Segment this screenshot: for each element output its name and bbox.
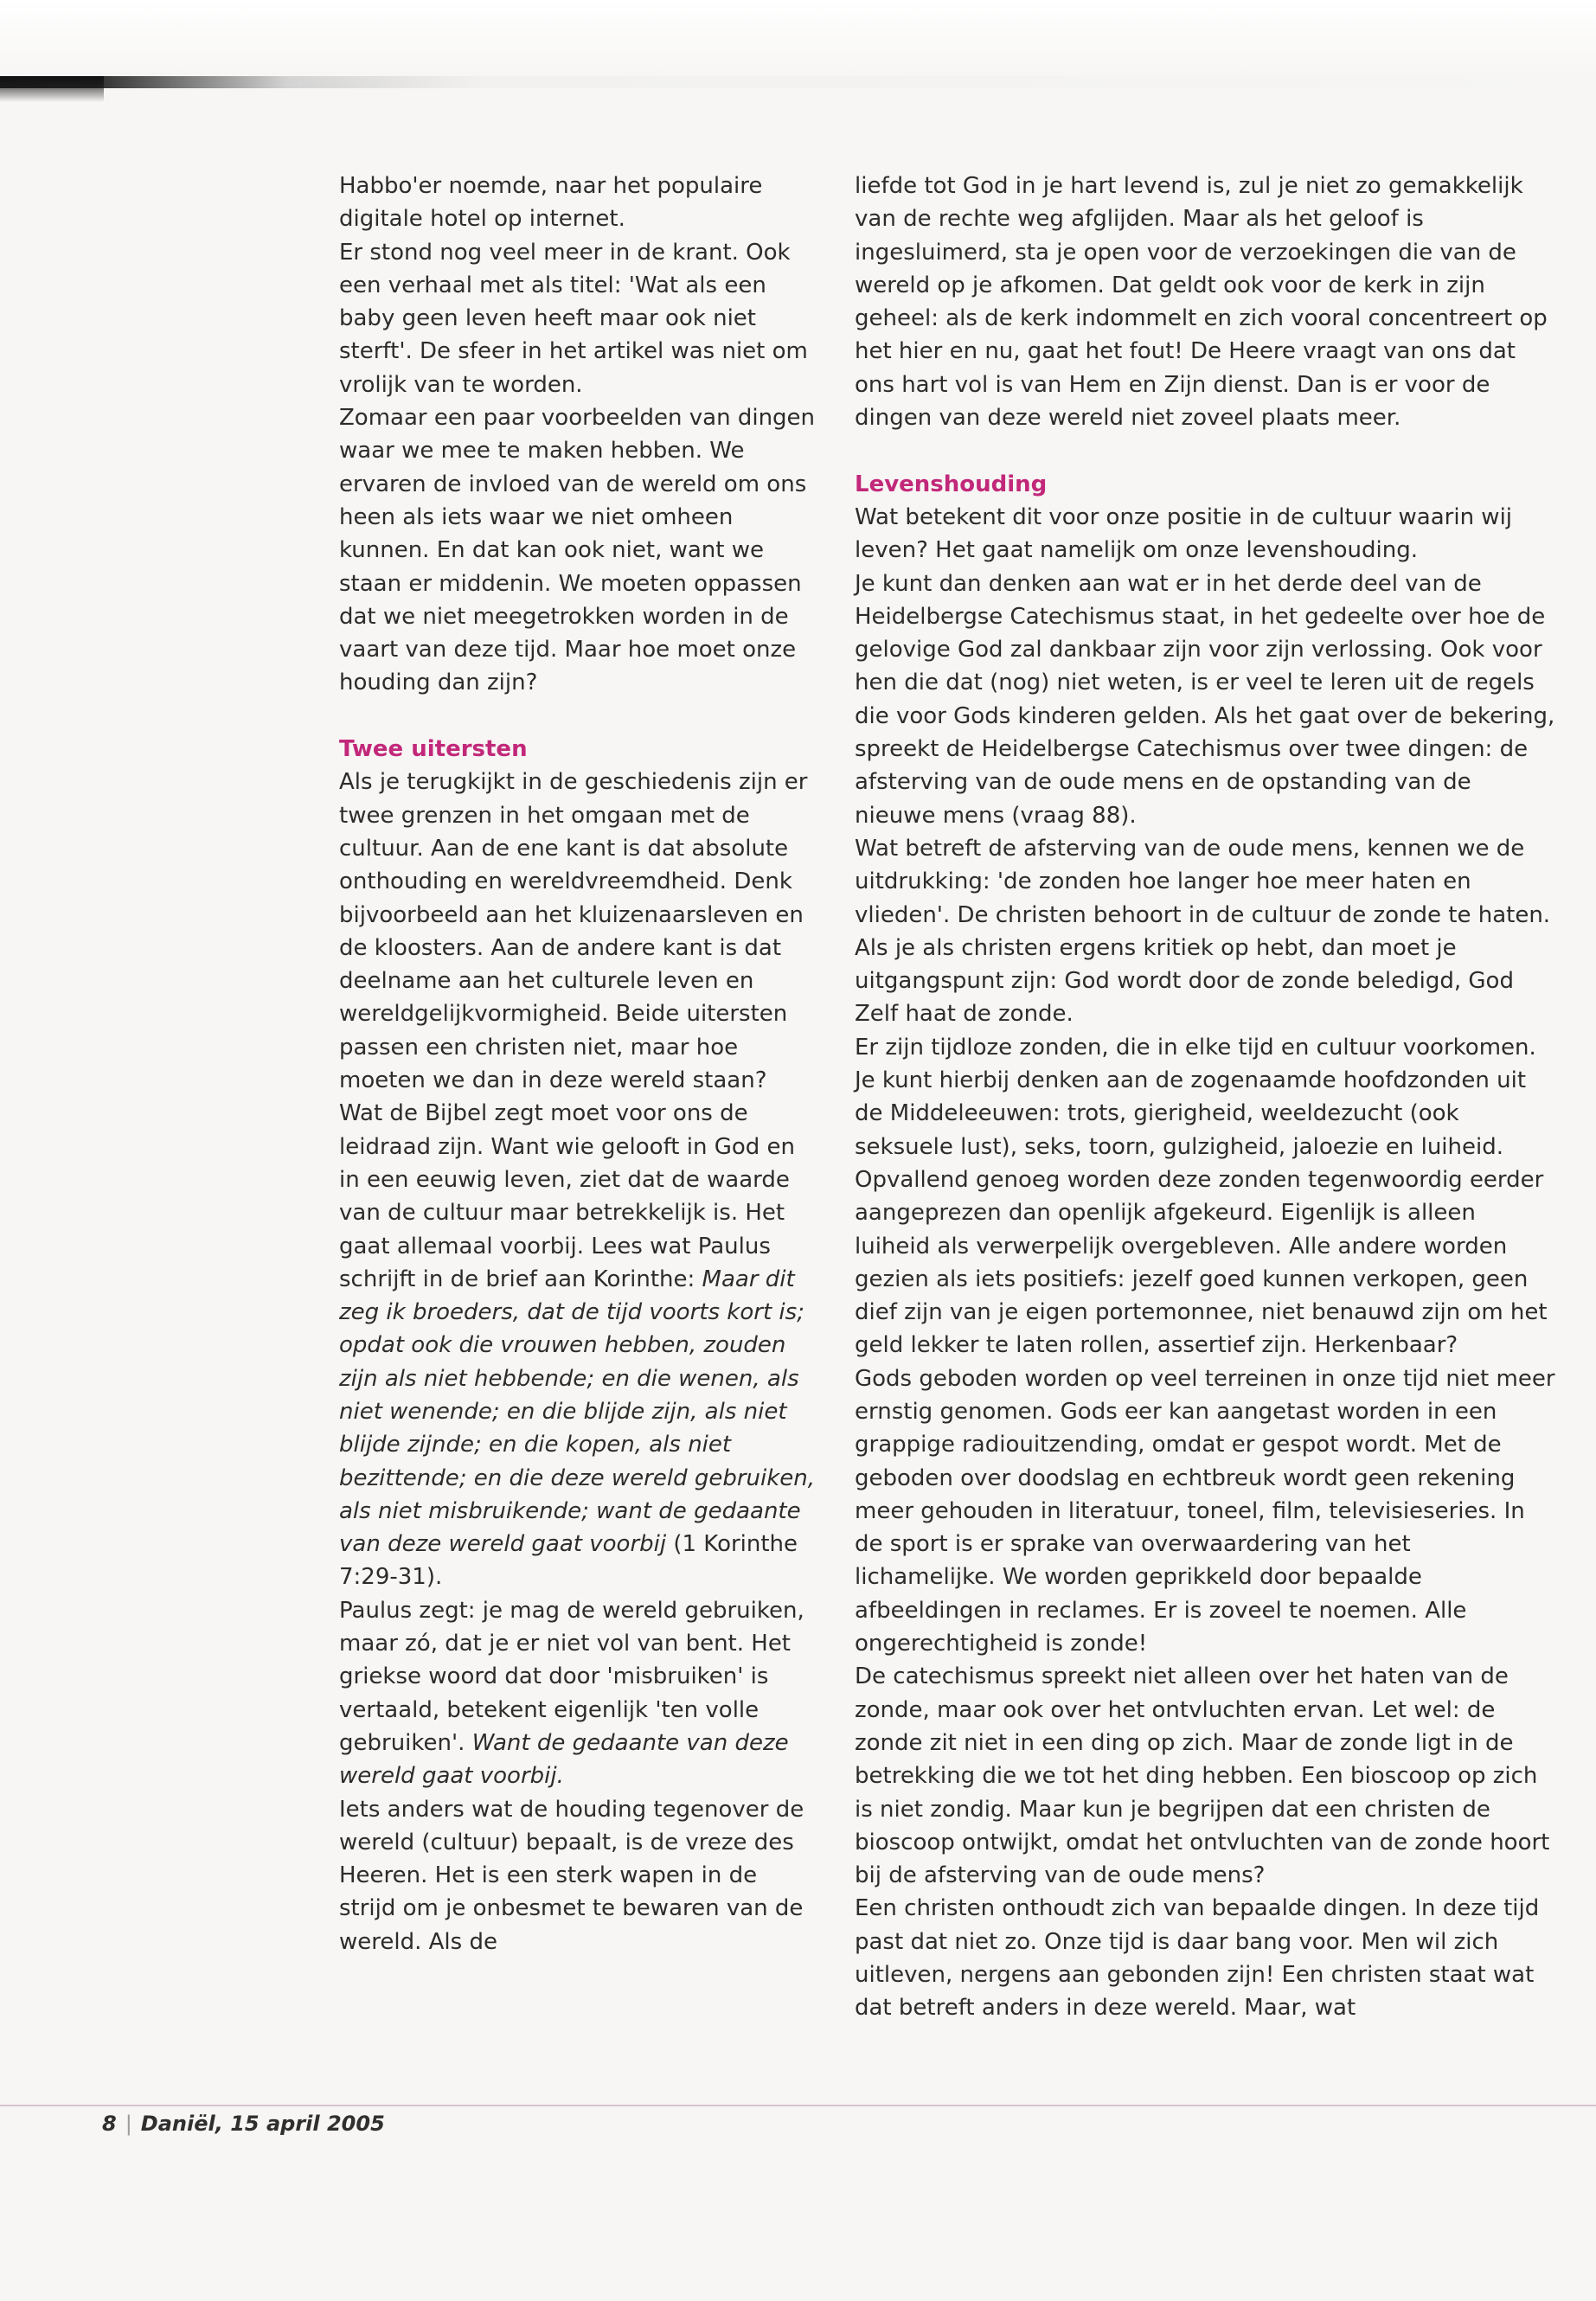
article-column-right — [855, 170, 1555, 2025]
paragraph: Wat betreft de afsterving van de oude mens, kennen we de uitdrukking: 'de zonden hoe langer hoe meer haten en vlieden'. De christen behoort in de cultuur de zonde te haten. Als je als christen ergens kritiek op hebt, dan moet je uitgangspunt zijn: God wordt door de zonde beledigd, God Zelf haat de zonde. — [855, 835, 1551, 1028]
page-number: 8 — [102, 2112, 117, 2136]
paragraph: Als je terugkijkt in de geschiedenis zijn er twee grenzen in het omgaan met de cultuur. Aan de ene kant is dat absolute onthouding en wereldvreemdheid. Denk bijvoorbeeld aan het kluizenaarsleven en de kloosters. Aan de andere kant is dat deelname aan het culturele leven en wereldgelijkvormigheid. Beide uitersten passen een christen niet, maar hoe moeten we dan in deze wereld staan? — [339, 769, 808, 1094]
footer-divider — [0, 2105, 1596, 2106]
paragraph: Je kunt dan denken aan wat er in het derde deel van de Heidelbergse Catechismus staat, in het gedeelte over hoe de gelovige God zal dankbaar zijn voor zijn verlossing. Ook voor hen die dat (nog) niet weten, is er veel te leren uit de regels die voor Gods kinderen gelden. Als het gaat over de bekering, spreekt de Heidelbergse Catechismus over twee dingen: de afsterving van de oude mens en de opstanding van de nieuwe mens (vraag 88). — [855, 570, 1555, 829]
paragraph: Gods geboden worden op veel terreinen in onze tijd niet meer ernstig genomen. Gods eer kan aangetast worden in een grappige radiouitzending, omdat er gespot wordt. Met de geboden over doodslag en echtbreuk wordt geen rekening meer gehouden in literatuur, toneel, film, televisieseries. In de sport is er sprake van overwaardering van het lichamelijke. We worden geprikkeld door bepaalde afbeeldingen in reclames. Er is zoveel te noemen. Alle ongerechtigheid is zonde! — [855, 1365, 1555, 1657]
page-footer — [102, 2112, 385, 2136]
section-heading-twee-uitersten: Twee uitersten — [339, 736, 528, 763]
paragraph: Er stond nog veel meer in de krant. Ook een verhaal met als titel: 'Wat als een baby geen leven heeft maar ook niet sterft'. De sfeer in het artikel was niet om vrolijk van te worden. — [339, 239, 808, 398]
paragraph-bible-quote — [339, 1097, 820, 1593]
bible-quote: Maar dit zeg ik broeders, dat de tijd voorts kort is; opdat ook die vrouwen hebben, zouden zijn als niet hebbende; en die wenen, als niet wenende; en die blijde zijn, als niet blijde zijnde; en die kopen, als niet bezittende; en die deze wereld gebruiken, als niet misbruikende; want de gedaante van deze wereld gaat voorbij — [339, 1266, 816, 1558]
paragraph: Habbo'er noemde, naar het populaire digitale hotel op internet. — [339, 173, 763, 233]
publication-info: Daniël, 15 april 2005 — [140, 2112, 385, 2136]
paragraph: Zomaar een paar voorbeelden van dingen waar we mee te maken hebben. We ervaren de invloed van de wereld om ons heen als iets waar we niet omheen kunnen. En dat kan ook niet, want we staan er middenin. We moeten oppassen dat we niet meegetrokken worden in de vaart van deze tijd. Maar hoe moet onze houding dan zijn? — [339, 405, 816, 696]
spacer — [339, 700, 820, 733]
bible-quote: Want de gedaante van deze wereld gaat voorbij. — [339, 1729, 789, 1790]
article-column-left — [339, 170, 820, 1958]
scan-corner-shadow — [0, 76, 104, 102]
scan-edge-shadow — [0, 76, 1596, 88]
spacer — [855, 434, 1555, 467]
section-heading-levenshouding: Levenshouding — [855, 471, 1048, 497]
paragraph: liefde tot God in je hart levend is, zul je niet zo gemakkelijk van de rechte weg afglijden. Maar als het geloof is ingesluimerd, sta je open voor de verzoekingen die van de wereld op je afkomen. Dat geldt ook voor de kerk in zijn geheel: als de kerk indommelt en zich vooral concentreert op het hier en nu, gaat het fout! De Heere vraagt van ons dat ons hart vol is van Hem en Zijn dienst. Dan is er voor de dingen van deze wereld niet zoveel plaats meer. — [855, 173, 1548, 432]
paragraph-text: Paulus zegt: je mag de wereld gebruiken, maar zó, dat je er niet vol van bent. Het griekse woord dat door 'misbruiken' is vertaald, betekent eigenlijk 'ten volle gebruiken'. — [339, 1597, 804, 1756]
paragraph: Wat betekent dit voor onze positie in de cultuur waarin wij leven? Het gaat namelijk om onze levenshouding. — [855, 503, 1513, 564]
paragraph: Er zijn tijdloze zonden, die in elke tijd en cultuur voorkomen. Je kunt hierbij denken aan de zogenaamde hoofdzonden uit de Middeleeuwen: trots, gierigheid, weeldezucht (ook seksuele lust), seks, toorn, gulzigheid, jaloezie en luiheid. Opvallend genoeg worden deze zonden tegenwoordig eerder aangeprezen dan openlijk afgekeurd. Eigenlijk is alleen luiheid als verwerpelijk overgebleven. Alle andere worden gezien als iets positiefs: jezelf goed kunnen verkopen, geen dief zijn van je eigen portemonnee, niet benauwd zijn om het geld lekker te laten rollen, assertief zijn. Herkenbaar? — [855, 1034, 1548, 1359]
paragraph: Een christen onthoudt zich van bepaalde dingen. In deze tijd past dat niet zo. Onze tijd is daar bang voor. Men wil zich uitleven, nergens aan gebonden zijn! Een christen staat wat dat betreft anders in deze wereld. Maar, wat — [855, 1895, 1540, 2022]
paragraph — [339, 1594, 820, 1793]
footer-separator: | — [125, 2112, 132, 2136]
scan-margin — [0, 0, 1596, 76]
paragraph: Iets anders wat de houding tegenover de wereld (cultuur) bepaalt, is de vreze des Heeren. Het is een sterk wapen in de strijd om je onbesmet te bewaren van de wereld. Als de — [339, 1796, 804, 1955]
bible-reference: (1 Korinthe 7:29-31). — [339, 1531, 798, 1591]
paragraph: De catechismus spreekt niet alleen over het haten van de zonde, maar ook over het ontvluchten ervan. Let wel: de zonde zit niet in een ding op zich. Maar de zonde ligt in de betrekking die we tot het ding hebben. Een bioscoop op zich is niet zondig. Maar kun je begrijpen dat een christen de bioscoop ontwijkt, omdat het ontvluchten van de zonde hoort bij de afsterving van de oude mens? — [855, 1663, 1550, 1889]
paragraph-text: Wat de Bijbel zegt moet voor ons de leidraad zijn. Want wie gelooft in God en in een eeuwig leven, ziet dat de waarde van de cultuur maar betrekkelijk is. Het gaat allemaal voorbij. Lees wat Paulus schrijft in de brief aan Korinthe: — [339, 1100, 795, 1292]
